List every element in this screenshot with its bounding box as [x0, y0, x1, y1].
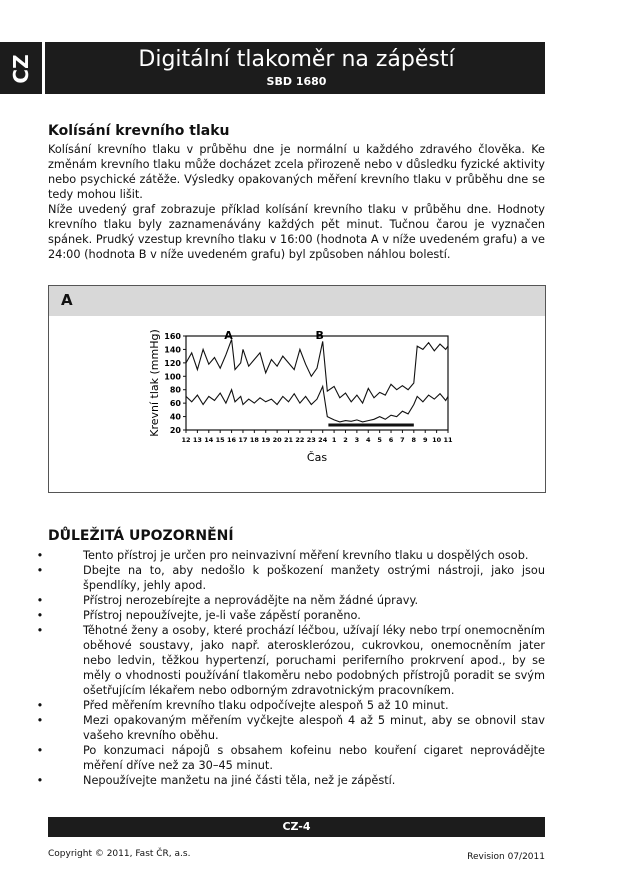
warnings-list [34, 548, 545, 788]
bullet-marker: • [36, 624, 44, 637]
bullet-marker: • [36, 609, 44, 622]
list-item-text: Dbejte na to, aby nedošlo k poškození manžety ostrými nástroji, jako jsou špendlíky, jehly apod. [83, 564, 545, 592]
series-line-2 [186, 386, 448, 422]
list-item-text: Tento přístroj je určen pro neinvazivní měření krevního tlaku u dospělých osob. [83, 549, 529, 562]
list-item [34, 743, 545, 773]
copyright: Copyright © 2011, Fast ČR, a.s. [48, 849, 191, 859]
x-tick-label: 2 [343, 436, 348, 444]
annotation-label: A [224, 329, 233, 342]
list-item-text: Po konzumaci nápojů s obsahem kofeinu nebo kouření cigaret neprovádějte měření dříve než za 30–45 minut. [83, 744, 545, 772]
list-item-text: Těhotné ženy a osoby, které prochází léčbou, užívají léky nebo trpí onemocněním oběhové soustavy, jako např. aterosklerózou, cukrovkou, onemocněním jater nebo ledvin, těžkou hypertenzí, poruchami periferního prokrvení apod., by se měly o vhodnosti používání tlakoměru nebo podobných přístrojů poradit se svým ošetřujícím lékařem nebo odborným zdravotnickým pracovníkem. [83, 624, 545, 697]
bullet-marker: • [36, 774, 44, 787]
x-tick-label: 21 [283, 436, 294, 444]
bullet-marker: • [36, 714, 44, 727]
y-tick-label: 40 [169, 412, 181, 422]
figure-panel [48, 285, 546, 493]
paragraph-2: Níže uvedený graf zobrazuje příklad kolísání krevního tlaku v průběhu dne. Hodnoty krevního tlaku byly zaznamenávány každých pět minut. Tučnou čarou je vyznačen spánek. Prudký vzestup krevního tlaku v 16:00 (hodnota A v níže uvedeném grafu) a ve 24:00 (hodnota B v níže uvedeném grafu) byl způsoben náhlou bolestí. [48, 203, 545, 261]
paragraph-1: Kolísání krevního tlaku v průběhu dne je normální u každého zdravého člověka. Ke změnám krevního tlaku může docházet zcela přirozeně nebo v důsledku fyzické aktivity nebo psychické zátěže. Výsledky opakovaných měření krevního tlaku v průběhu dne se tedy mohou lišit. [48, 143, 545, 201]
language-code: CZ [9, 54, 33, 84]
y-tick-label: 80 [169, 385, 181, 395]
x-tick-label: 20 [272, 436, 282, 444]
figure-header [49, 286, 545, 316]
list-item [34, 593, 545, 608]
x-tick-label: 1 [331, 436, 337, 444]
y-tick-label: 100 [164, 372, 181, 382]
x-tick-label: 10 [432, 436, 442, 444]
x-tick-label: 17 [238, 436, 248, 444]
x-tick-label: 18 [249, 436, 259, 444]
page-title: Digitální tlakoměr na zápěstí [138, 47, 455, 72]
x-tick-label: 4 [365, 436, 371, 444]
x-tick-label: 9 [422, 436, 428, 444]
x-tick-label: 8 [411, 436, 417, 444]
y-tick-label: 120 [164, 358, 181, 368]
model-number: SBD 1680 [266, 75, 327, 88]
x-tick-label: 13 [192, 436, 202, 444]
y-tick-label: 20 [169, 426, 181, 435]
x-tick-label: 14 [204, 436, 214, 444]
series-line-1 [186, 339, 448, 403]
section-title-bp-fluctuation: Kolísání krevního tlaku [48, 123, 230, 139]
x-tick-label: 12 [181, 436, 191, 444]
bullet-marker: • [36, 744, 44, 757]
y-tick-label: 140 [164, 345, 181, 355]
x-tick-label: 5 [377, 436, 382, 444]
bullet-marker: • [36, 594, 44, 607]
figure-label: A [61, 291, 73, 309]
revision: Revision 07/2011 [467, 852, 545, 862]
annotation-label: B [315, 329, 324, 342]
bullet-marker: • [36, 549, 44, 562]
x-tick-label: 6 [388, 436, 394, 444]
x-tick-label: 22 [295, 436, 305, 444]
x-tick-label: 15 [215, 436, 225, 444]
x-axis-title: Čas [306, 451, 328, 464]
bullet-marker: • [36, 699, 44, 712]
x-tick-label: 23 [306, 436, 316, 444]
bp-fluctuation-chart [144, 328, 464, 473]
list-item-text: Před měřením krevního tlaku odpočívejte alespoň 5 až 10 minut. [83, 699, 449, 712]
list-item [34, 563, 545, 593]
list-item [34, 608, 545, 623]
x-tick-label: 19 [261, 436, 271, 444]
list-item-text: Přístroj nerozebírejte a neprovádějte na něm žádné úpravy. [83, 594, 419, 607]
y-tick-label: 160 [164, 332, 181, 341]
list-item-text: Nepoužívejte manžetu na jiné části těla, než je zápěstí. [83, 774, 396, 787]
list-item [34, 698, 545, 713]
x-tick-label: 7 [400, 436, 405, 444]
page-number: CZ-4 [282, 820, 311, 833]
x-tick-label: 24 [318, 436, 328, 444]
list-item [34, 773, 545, 788]
y-axis-title: Krevní tlak (mmHg) [148, 329, 161, 437]
list-item-text: Přístroj nepoužívejte, je-li vaše zápěstí poraněno. [83, 609, 361, 622]
y-tick-label: 60 [169, 399, 181, 409]
list-item-text: Mezi opakovaným měřením vyčkejte alespoň 4 až 5 minut, aby se obnovil stav vašeho krevního oběhu. [83, 714, 545, 742]
list-item [34, 713, 545, 743]
chart-frame [186, 336, 448, 430]
x-tick-label: 3 [354, 436, 360, 444]
intro-text [48, 142, 545, 262]
x-tick-label: 16 [227, 436, 237, 444]
section-title-warnings: DŮLEŽITÁ UPOZORNĚNÍ [48, 528, 234, 544]
list-item [34, 548, 545, 563]
x-tick-label: 11 [443, 436, 453, 444]
list-item [34, 623, 545, 698]
bullet-marker: • [36, 564, 44, 577]
